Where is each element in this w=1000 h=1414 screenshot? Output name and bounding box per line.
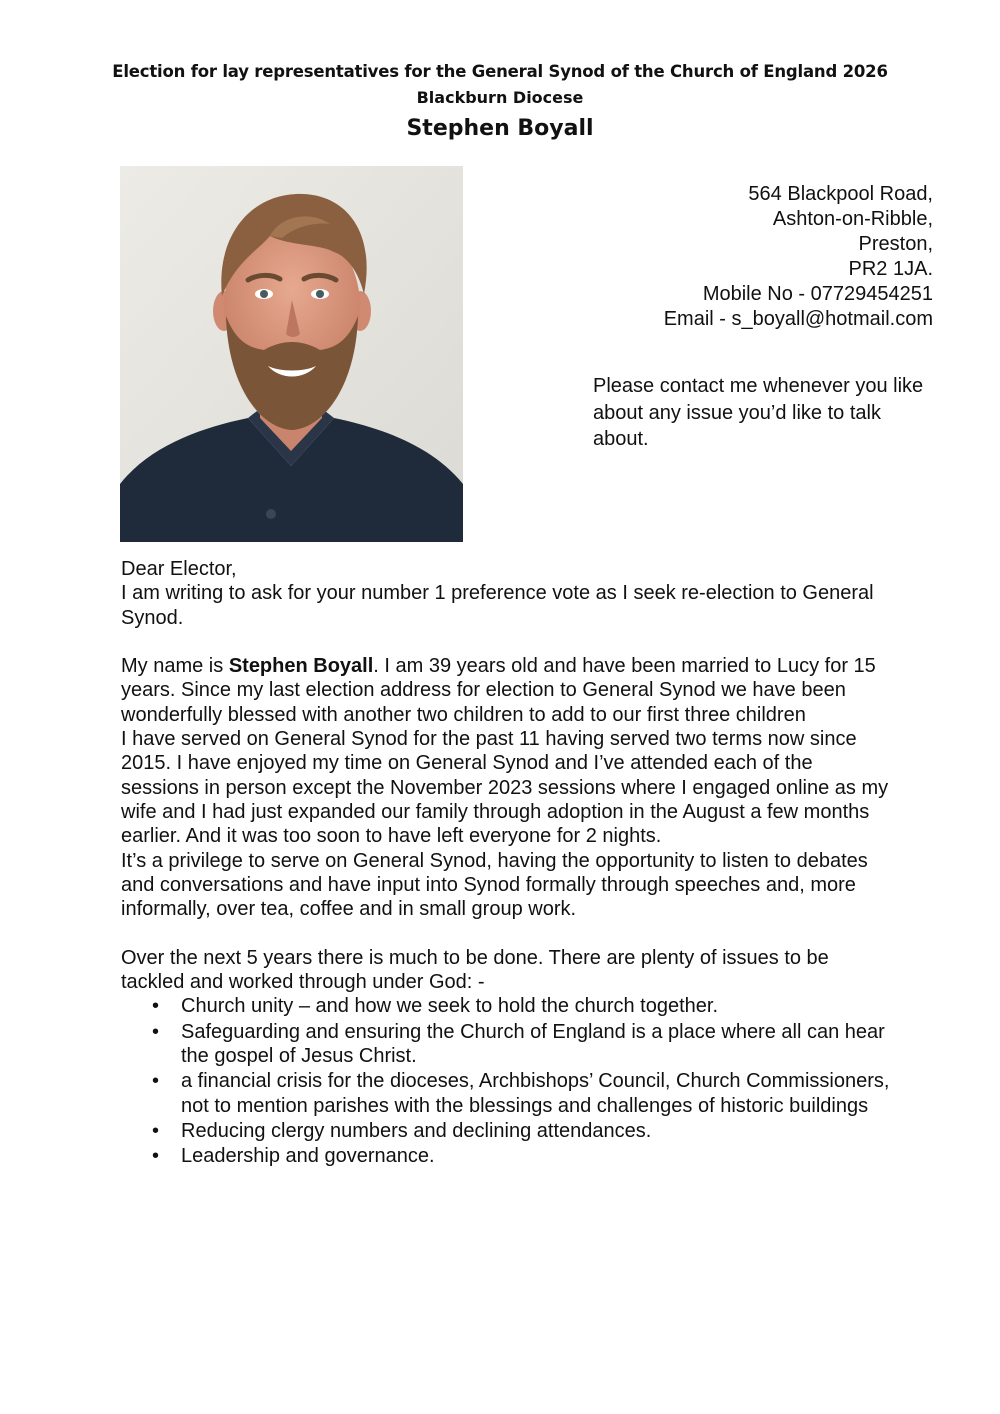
issue-text: Safeguarding and ensuring the Church of England is a place where all can hear the gospel of Jesus Christ. — [181, 1020, 885, 1067]
bullet-icon: • — [152, 1070, 160, 1093]
address-line-3: Preston, — [858, 233, 933, 255]
address-postcode: PR2 1JA. — [848, 258, 933, 280]
bullet-icon: • — [152, 995, 160, 1018]
paragraph-gap — [121, 630, 891, 654]
issue-text: a financial crisis for the dioceses, Archbishops’ Council, Church Commissioners, not to mention parishes with the blessings and challenges of historic buildings — [181, 1070, 890, 1117]
list-item — [121, 1020, 891, 1069]
list-item — [121, 1069, 891, 1118]
diocese-subtitle: Blackburn Diocese — [416, 88, 584, 107]
postal-address-block — [513, 182, 933, 332]
list-item — [121, 1144, 891, 1168]
about-prefix: My name is — [121, 655, 229, 678]
issue-text: Reducing clergy numbers and declining attendances. — [181, 1119, 652, 1142]
issues-list — [121, 994, 891, 1168]
portrait-illustration — [120, 166, 463, 542]
email-address: Email - s_boyall@hotmail.com — [663, 308, 933, 330]
issue-text: Church unity – and how we seek to hold the church together. — [181, 995, 719, 1018]
bullet-icon: • — [152, 1145, 160, 1168]
list-item — [121, 994, 891, 1018]
document-title: Election for lay representatives for the General Synod of the Church of England 2026 — [112, 62, 888, 81]
address-line-1: 564 Blackpool Road, — [748, 183, 933, 205]
election-letter — [121, 557, 891, 1168]
bullet-icon: • — [152, 1119, 160, 1142]
mobile-number: Mobile No - 07729454251 — [702, 283, 933, 305]
bullet-icon: • — [152, 1020, 160, 1043]
candidate-photo — [120, 166, 463, 542]
issue-text: Leadership and governance. — [181, 1145, 435, 1168]
privilege-paragraph: It’s a privilege to serve on General Synod, having the opportunity to listen to debates and conversations and have input into Synod formally through speeches and, more informally, over tea, coffee and in small group work. — [121, 849, 868, 921]
salutation: Dear Elector, — [121, 558, 237, 580]
about-rest: . I am 39 years old and have been married to Lucy for 15 years. Since my last election address for election to General Synod we have been wonderfully blessed with another two children to add to our first three children — [121, 655, 876, 726]
next-years-paragraph: Over the next 5 years there is much to be done. There are plenty of issues to be tackled and worked through under God: - — [121, 946, 829, 994]
candidate-name-bold: Stephen Boyall — [228, 655, 374, 678]
candidate-name-heading: Stephen Boyall — [406, 116, 594, 141]
about-me-paragraph — [121, 654, 891, 727]
synod-service-paragraph: I have served on General Synod for the past 11 having served two terms now since 2015. I have enjoyed my time on General Synod and I’ve attended each of the sessions in person except the November 2023 sessions where I engaged online as my wife and I had just expanded our family through adoption in the August a few months earlier. And it was too soon to have left everyone for 2 nights. — [121, 728, 889, 848]
address-line-2: Ashton-on-Ribble, — [772, 208, 933, 230]
paragraph-gap — [121, 921, 891, 945]
intro-paragraph: I am writing to ask for your number 1 preference vote as I seek re-election to General Synod. — [121, 582, 874, 629]
contact-invitation: Please contact me whenever you like about any issue you’d like to talk about. — [593, 375, 924, 450]
list-item — [121, 1119, 891, 1143]
